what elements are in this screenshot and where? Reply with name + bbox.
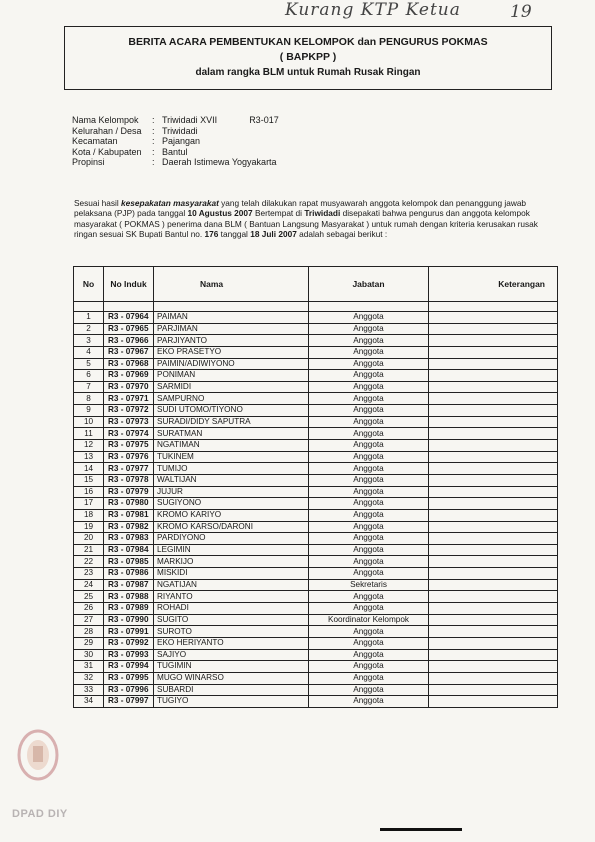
table-spacer-row [74, 302, 558, 312]
row-no-induk: R3 - 07971 [104, 393, 154, 405]
row-no-induk: R3 - 07980 [104, 498, 154, 510]
table-row [74, 591, 558, 603]
row-number: 22 [74, 556, 104, 568]
row-number: 19 [74, 521, 104, 533]
table-row [74, 556, 558, 568]
table-row [74, 696, 558, 708]
table-row [74, 440, 558, 452]
row-number: 23 [74, 568, 104, 580]
row-no-induk: R3 - 07990 [104, 614, 154, 626]
row-jabatan: Anggota [309, 556, 429, 568]
row-no-induk: R3 - 07970 [104, 381, 154, 393]
row-number: 11 [74, 428, 104, 440]
row-nama: SARMIDI [154, 381, 309, 393]
row-keterangan [429, 312, 558, 324]
row-keterangan [429, 556, 558, 568]
row-no-induk: R3 - 07972 [104, 405, 154, 417]
info-row [72, 115, 279, 126]
row-no-induk: R3 - 07965 [104, 323, 154, 335]
row-number: 5 [74, 358, 104, 370]
info-row [72, 136, 279, 147]
row-jabatan: Anggota [309, 684, 429, 696]
row-number: 29 [74, 637, 104, 649]
row-no-induk: R3 - 07997 [104, 696, 154, 708]
row-no-induk: R3 - 07991 [104, 626, 154, 638]
table-row [74, 533, 558, 545]
row-nama: EKO HERIYANTO [154, 637, 309, 649]
row-nama: NGATIMAN [154, 440, 309, 452]
row-nama: PONIMAN [154, 370, 309, 382]
row-jabatan: Anggota [309, 603, 429, 615]
row-jabatan: Anggota [309, 474, 429, 486]
table-row [74, 323, 558, 335]
row-no-induk: R3 - 07985 [104, 556, 154, 568]
row-number: 13 [74, 451, 104, 463]
row-nama: MISKIDI [154, 568, 309, 580]
row-number: 31 [74, 661, 104, 673]
row-nama: SURATMAN [154, 428, 309, 440]
info-value: Triwidadi [162, 125, 198, 136]
document-purpose: dalam rangka BLM untuk Rumah Rusak Ringan [195, 67, 421, 78]
row-number: 2 [74, 323, 104, 335]
row-number: 15 [74, 474, 104, 486]
para-text: disepakati bahwa pengurus dan anggota kelompok masyarakat ( POKMAS ) penerima dana BLM ( Bantuan Langsung Masyarakat ) untuk rumah dengan kriteria kerusakan rusak ringan sesuai SK Bupati Bantul no. [74, 208, 538, 240]
para-text: adalah sebagai berikut : [296, 229, 388, 240]
row-no-induk: R3 - 07973 [104, 416, 154, 428]
row-keterangan [429, 614, 558, 626]
row-no-induk: R3 - 07976 [104, 451, 154, 463]
row-no-induk: R3 - 07993 [104, 649, 154, 661]
info-label: Nama Kelompok [72, 115, 139, 125]
row-number: 6 [74, 370, 104, 382]
row-number: 8 [74, 393, 104, 405]
group-code: R3-017 [249, 115, 279, 125]
table-row [74, 684, 558, 696]
row-number: 3 [74, 335, 104, 347]
table-row [74, 637, 558, 649]
row-number: 32 [74, 672, 104, 684]
table-row [74, 346, 558, 358]
row-no-induk: R3 - 07984 [104, 544, 154, 556]
row-jabatan: Anggota [309, 486, 429, 498]
info-row [72, 126, 279, 137]
info-value: Bantul [162, 146, 188, 157]
row-keterangan [429, 393, 558, 405]
table-row [74, 474, 558, 486]
para-emphasis: kesepakatan masyarakat [121, 198, 219, 208]
header-nama: Nama [154, 267, 309, 302]
row-no-induk: R3 - 07986 [104, 568, 154, 580]
row-no-induk: R3 - 07987 [104, 579, 154, 591]
row-nama: PARDIYONO [154, 533, 309, 545]
row-number: 14 [74, 463, 104, 475]
row-number: 27 [74, 614, 104, 626]
row-jabatan: Anggota [309, 451, 429, 463]
row-keterangan [429, 451, 558, 463]
info-label: Kelurahan / Desa [72, 125, 142, 136]
row-nama: PARJIYANTO [154, 335, 309, 347]
table-row [74, 312, 558, 324]
row-jabatan: Anggota [309, 672, 429, 684]
info-colon: : [152, 125, 155, 136]
info-label: Kota / Kabupaten [72, 146, 142, 157]
table-row [74, 544, 558, 556]
row-keterangan [429, 440, 558, 452]
row-nama: WALTIJAN [154, 474, 309, 486]
handwritten-note: Kurang KTP Ketua [285, 0, 461, 20]
row-number: 18 [74, 509, 104, 521]
document-title: BERITA ACARA PEMBENTUKAN KELOMPOK dan PENGURUS POKMAS [128, 36, 488, 48]
row-keterangan [429, 509, 558, 521]
row-nama: TUMIJO [154, 463, 309, 475]
row-jabatan: Anggota [309, 498, 429, 510]
row-keterangan [429, 428, 558, 440]
info-row [72, 147, 279, 158]
row-keterangan [429, 346, 558, 358]
watermark: DPAD DIY [12, 808, 68, 820]
row-no-induk: R3 - 07989 [104, 603, 154, 615]
row-no-induk: R3 - 07967 [104, 346, 154, 358]
row-no-induk: R3 - 07981 [104, 509, 154, 521]
table-row [74, 661, 558, 673]
row-no-induk: R3 - 07992 [104, 637, 154, 649]
table-row [74, 486, 558, 498]
row-no-induk: R3 - 07969 [104, 370, 154, 382]
row-nama: SUGIYONO [154, 498, 309, 510]
table-row [74, 614, 558, 626]
row-number: 28 [74, 626, 104, 638]
para-text: Sesuai hasil [74, 198, 122, 208]
row-jabatan: Anggota [309, 323, 429, 335]
row-jabatan: Anggota [309, 661, 429, 673]
row-number: 1 [74, 312, 104, 324]
row-jabatan: Anggota [309, 370, 429, 382]
row-keterangan [429, 358, 558, 370]
row-number: 17 [74, 498, 104, 510]
row-jabatan: Anggota [309, 428, 429, 440]
row-no-induk: R3 - 07996 [104, 684, 154, 696]
row-number: 34 [74, 696, 104, 708]
row-jabatan: Anggota [309, 649, 429, 661]
table-row [74, 498, 558, 510]
row-keterangan [429, 416, 558, 428]
row-number: 10 [74, 416, 104, 428]
row-no-induk: R3 - 07995 [104, 672, 154, 684]
table-row [74, 603, 558, 615]
info-value: Pajangan [162, 136, 201, 147]
row-number: 21 [74, 544, 104, 556]
row-keterangan [429, 649, 558, 661]
row-number: 25 [74, 591, 104, 603]
table-row [74, 358, 558, 370]
info-row [72, 157, 279, 168]
row-nama: SURADI/DIDY SAPUTRA [154, 416, 309, 428]
table-row [74, 463, 558, 475]
sk-number: 176 [204, 229, 219, 240]
row-nama: ROHADI [154, 603, 309, 615]
row-keterangan [429, 335, 558, 347]
row-nama: PAIMAN [154, 312, 309, 324]
row-no-induk: R3 - 07978 [104, 474, 154, 486]
row-jabatan: Anggota [309, 312, 429, 324]
row-no-induk: R3 - 07977 [104, 463, 154, 475]
table-row [74, 579, 558, 591]
row-keterangan [429, 381, 558, 393]
row-keterangan [429, 323, 558, 335]
info-colon: : [152, 146, 155, 157]
info-colon: : [152, 115, 155, 125]
header-keterangan: Keterangan [429, 267, 558, 302]
group-info [72, 115, 279, 168]
row-no-induk: R3 - 07979 [104, 486, 154, 498]
info-label: Kecamatan [72, 136, 118, 147]
row-jabatan: Anggota [309, 568, 429, 580]
header-no: No [74, 267, 104, 302]
table-row [74, 381, 558, 393]
para-text: yang telah dilakukan rapat musyawarah anggota kelompok dan penanggung jawab pelaksana (PJP) pada tanggal [74, 198, 527, 219]
row-keterangan [429, 405, 558, 417]
row-nama: PARJIMAN [154, 323, 309, 335]
row-keterangan [429, 672, 558, 684]
row-number: 7 [74, 381, 104, 393]
row-jabatan: Anggota [309, 440, 429, 452]
row-keterangan [429, 684, 558, 696]
row-keterangan [429, 568, 558, 580]
row-nama: MUGO WINARSO [154, 672, 309, 684]
row-number: 16 [74, 486, 104, 498]
row-jabatan: Anggota [309, 381, 429, 393]
row-keterangan [429, 591, 558, 603]
row-nama: KROMO KARIYO [154, 509, 309, 521]
row-jabatan: Anggota [309, 393, 429, 405]
row-keterangan [429, 626, 558, 638]
row-number: 12 [74, 440, 104, 452]
row-no-induk: R3 - 07964 [104, 312, 154, 324]
row-keterangan [429, 661, 558, 673]
meeting-place: Triwidadi [304, 208, 341, 219]
row-jabatan: Anggota [309, 521, 429, 533]
row-nama: MARKIJO [154, 556, 309, 568]
row-jabatan: Anggota [309, 416, 429, 428]
row-nama: SAMPURNO [154, 393, 309, 405]
row-jabatan: Anggota [309, 509, 429, 521]
row-keterangan [429, 603, 558, 615]
row-number: 33 [74, 684, 104, 696]
row-no-induk: R3 - 07966 [104, 335, 154, 347]
row-jabatan: Sekretaris [309, 579, 429, 591]
row-no-induk: R3 - 07982 [104, 521, 154, 533]
row-jabatan: Anggota [309, 358, 429, 370]
row-nama: EKO PRASETYO [154, 346, 309, 358]
title-box [64, 26, 552, 90]
row-nama: PAIMIN/ADIWIYONO [154, 358, 309, 370]
row-jabatan: Anggota [309, 544, 429, 556]
info-value: Triwidadi XVII [162, 115, 218, 125]
table-row [74, 451, 558, 463]
table-row [74, 649, 558, 661]
header-jabatan: Jabatan [309, 267, 429, 302]
row-nama: SUGITO [154, 614, 309, 626]
row-no-induk: R3 - 07975 [104, 440, 154, 452]
table-header-row [74, 267, 558, 302]
info-value: Daerah Istimewa Yogyakarta [162, 157, 277, 168]
row-nama: LEGIMIN [154, 544, 309, 556]
row-number: 30 [74, 649, 104, 661]
info-colon: : [152, 136, 155, 147]
row-nama: TUGIMIN [154, 661, 309, 673]
para-text: tanggal [218, 229, 251, 240]
row-jabatan: Anggota [309, 335, 429, 347]
row-no-induk: R3 - 07968 [104, 358, 154, 370]
row-jabatan: Anggota [309, 463, 429, 475]
row-number: 9 [74, 405, 104, 417]
row-nama: SUBARDI [154, 684, 309, 696]
row-keterangan [429, 521, 558, 533]
info-label: Propinsi [72, 157, 105, 168]
row-keterangan [429, 474, 558, 486]
info-colon: : [152, 157, 155, 168]
row-keterangan [429, 544, 558, 556]
row-jabatan: Anggota [309, 696, 429, 708]
row-nama: JUJUR [154, 486, 309, 498]
seal-stamp-icon [16, 728, 60, 782]
table-row [74, 626, 558, 638]
row-nama: SUROTO [154, 626, 309, 638]
row-nama: RIYANTO [154, 591, 309, 603]
header-no-induk: No Induk [104, 267, 154, 302]
sk-date: 18 Juli 2007 [250, 229, 297, 240]
table-row [74, 672, 558, 684]
document-subtitle: ( BAPKPP ) [279, 51, 337, 63]
row-jabatan: Anggota [309, 626, 429, 638]
row-keterangan [429, 579, 558, 591]
meeting-date: 10 Agustus 2007 [187, 208, 253, 219]
row-keterangan [429, 533, 558, 545]
divider [380, 828, 462, 831]
table-row [74, 428, 558, 440]
table-row [74, 509, 558, 521]
row-number: 26 [74, 603, 104, 615]
row-nama: TUGIYO [154, 696, 309, 708]
row-nama: KROMO KARSO/DARONI [154, 521, 309, 533]
row-nama: SAJIYO [154, 649, 309, 661]
table-row [74, 393, 558, 405]
row-no-induk: R3 - 07983 [104, 533, 154, 545]
row-keterangan [429, 486, 558, 498]
row-nama: SUDI UTOMO/TIYONO [154, 405, 309, 417]
row-jabatan: Anggota [309, 591, 429, 603]
row-keterangan [429, 370, 558, 382]
row-number: 20 [74, 533, 104, 545]
row-keterangan [429, 498, 558, 510]
row-number: 24 [74, 579, 104, 591]
table-row [74, 568, 558, 580]
row-keterangan [429, 463, 558, 475]
row-number: 4 [74, 346, 104, 358]
row-jabatan: Anggota [309, 346, 429, 358]
handwritten-page-number: 19 [510, 2, 532, 22]
table-row [74, 405, 558, 417]
intro-paragraph [74, 198, 560, 240]
table-row [74, 370, 558, 382]
row-jabatan: Anggota [309, 533, 429, 545]
row-keterangan [429, 696, 558, 708]
row-no-induk: R3 - 07994 [104, 661, 154, 673]
table-row [74, 521, 558, 533]
row-nama: NGATIJAN [154, 579, 309, 591]
row-no-induk: R3 - 07974 [104, 428, 154, 440]
para-text: Bertempat di [252, 208, 305, 219]
member-table [73, 266, 558, 708]
row-jabatan: Koordinator Kelompok [309, 614, 429, 626]
table-row [74, 335, 558, 347]
row-jabatan: Anggota [309, 405, 429, 417]
table-row [74, 416, 558, 428]
row-keterangan [429, 637, 558, 649]
row-jabatan: Anggota [309, 637, 429, 649]
row-nama: TUKINEM [154, 451, 309, 463]
row-no-induk: R3 - 07988 [104, 591, 154, 603]
